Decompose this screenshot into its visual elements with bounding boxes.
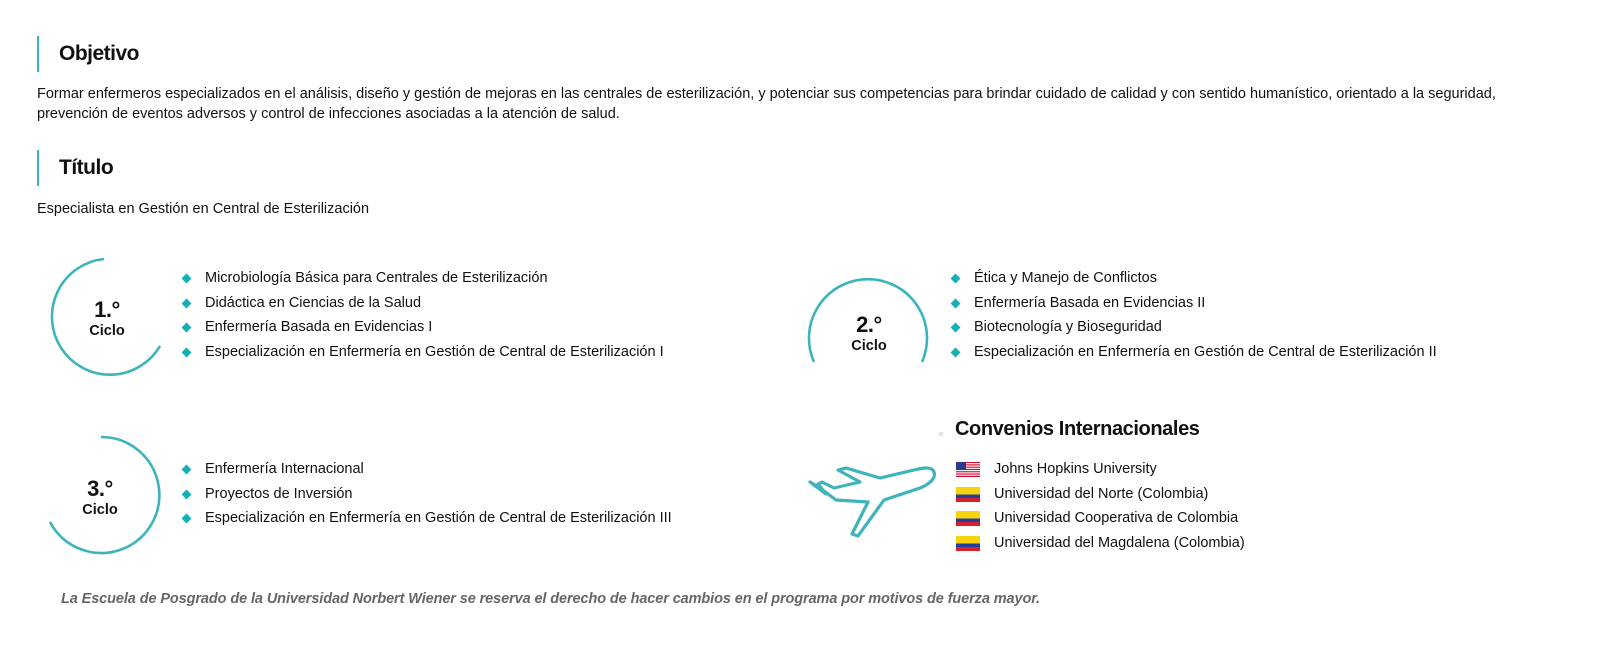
course-item: Biotecnología y Bioseguridad: [950, 315, 1437, 340]
cycle-3-course-list: [181, 457, 672, 531]
objetivo-section-heading: [37, 36, 139, 72]
diamond-bullet-icon: [182, 465, 192, 475]
convenio-name: Universidad Cooperativa de Colombia: [994, 510, 1239, 527]
objetivo-paragraph: [37, 84, 1517, 124]
course-item: Especialización en Enfermería en Gestión de Central de Esterilización I: [181, 340, 664, 365]
course-item: Microbiología Básica para Centrales de Esterilización: [181, 266, 664, 291]
cycle-2-badge: [819, 313, 919, 355]
course-item: Didáctica en Ciencias de la Salud: [181, 291, 664, 316]
course-item: Enfermería Internacional: [181, 457, 672, 482]
convenio-item: [955, 531, 1245, 556]
cycle-1-course-list: [181, 266, 664, 364]
convenios-heading: Convenios Internacionales: [955, 418, 1200, 440]
objetivo-line-1: Formar enfermeros especializados en el análisis, diseño y gestión de mejoras en las centrales de esterilización, y potenciar sus competencias para brindar cuidado de calidad y con sentido humanístico, orientado a la seguridad,: [37, 86, 1496, 102]
convenio-name: Johns Hopkins University: [994, 461, 1157, 477]
titulo-heading: Título: [59, 156, 114, 179]
objetivo-heading: Objetivo: [59, 42, 140, 65]
convenio-item: [955, 457, 1245, 482]
convenio-name: Universidad del Magdalena (Colombia): [994, 534, 1245, 551]
course-item: Enfermería Basada en Evidencias II: [950, 291, 1437, 316]
convenio-name: Universidad del Norte (Colombia): [994, 485, 1209, 502]
colombia-flag-icon: [956, 511, 980, 526]
diamond-bullet-icon: [951, 347, 961, 357]
decorative-dot: [939, 432, 943, 436]
usa-flag-icon: [956, 462, 980, 477]
cycle-2-course-list: [950, 266, 1437, 364]
colombia-flag-icon: [956, 487, 980, 502]
course-item: Especialización en Enfermería en Gestión de Central de Esterilización III: [181, 506, 672, 531]
cycle-1-word: Ciclo: [89, 323, 125, 339]
diamond-bullet-icon: [951, 298, 961, 308]
objetivo-line-2: prevención de eventos adversos y control de infecciones asociadas a la atención de salud.: [37, 106, 620, 122]
diamond-bullet-icon: [182, 298, 192, 308]
diamond-bullet-icon: [182, 347, 192, 357]
cycle-3-word: Ciclo: [82, 502, 118, 518]
colombia-flag-icon: [956, 536, 980, 551]
convenio-item: [955, 482, 1245, 507]
convenio-item: [955, 506, 1245, 531]
diamond-bullet-icon: [182, 514, 192, 524]
titulo-text: Especialista en Gestión en Central de Esterilización: [37, 201, 370, 217]
course-item: Enfermería Basada en Evidencias I: [181, 315, 664, 340]
diamond-bullet-icon: [182, 489, 192, 499]
convenios-list: [955, 457, 1245, 555]
cycle-2-number: 2.°: [856, 312, 882, 337]
cycle-3-number: 3.°: [87, 476, 113, 501]
course-item: Proyectos de Inversión: [181, 482, 672, 507]
airplane-icon: [806, 460, 940, 542]
course-item: Ética y Manejo de Conflictos: [950, 266, 1437, 291]
cycle-2-word: Ciclo: [851, 338, 887, 354]
titulo-section-heading: [37, 150, 113, 186]
diamond-bullet-icon: [182, 274, 192, 284]
diamond-bullet-icon: [951, 274, 961, 284]
cycle-1-badge: [57, 298, 157, 340]
diamond-bullet-icon: [951, 323, 961, 333]
course-item: Especialización en Enfermería en Gestión de Central de Esterilización II: [950, 340, 1437, 365]
cycle-1-number: 1.°: [94, 297, 120, 322]
disclaimer-note: La Escuela de Posgrado de la Universidad Norbert Wiener se reserva el derecho de hacer cambios en el programa por motivos de fuerza mayor.: [61, 591, 1040, 607]
cycle-3-badge: [50, 477, 150, 519]
diamond-bullet-icon: [182, 323, 192, 333]
